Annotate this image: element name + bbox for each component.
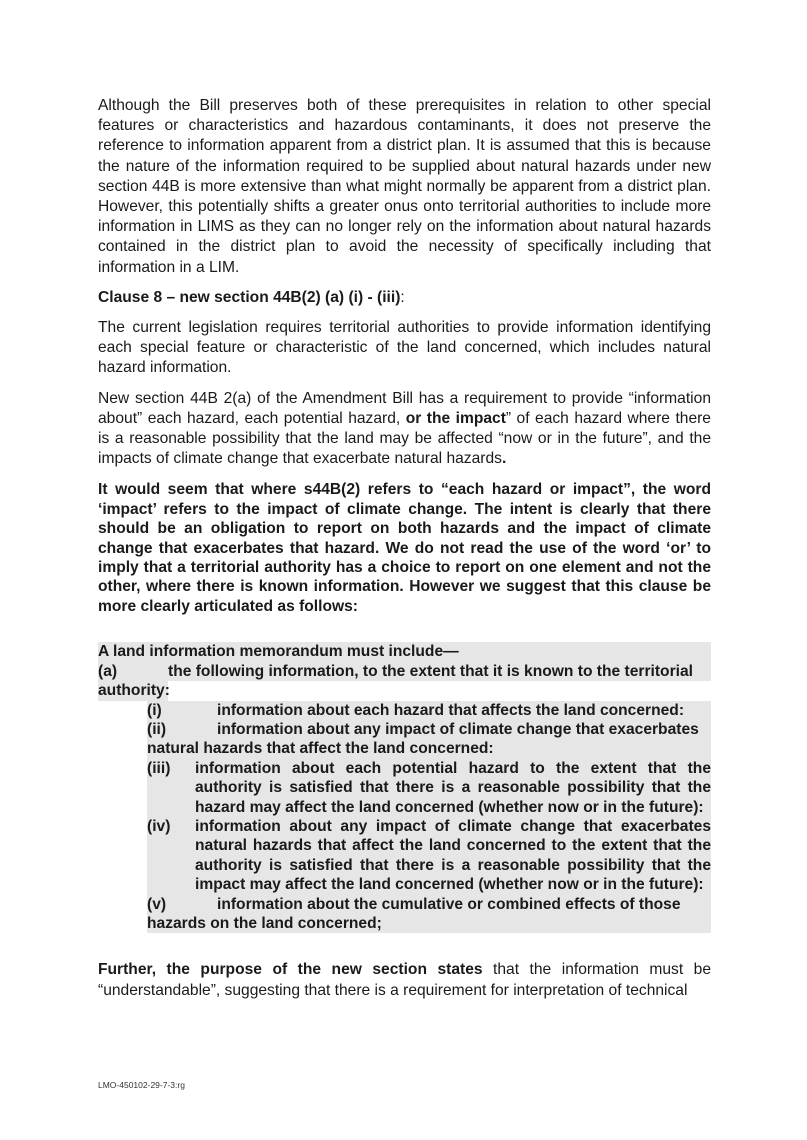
body-paragraph-1: Although the Bill preserves both of these prerequisites in relation to other special features or characteristics and hazardous contaminants, it does not preserve the reference to information apparent from a district plan. It is assumed that this is because the nature of the information required to be supplied about natural hazards under new section 44B is more extensive than what might normally be apparent from a district plan. However, this potentially shifts a greater onus onto territorial authorities to include more information in LIMS as they can no longer rely on the information about natural hazards contained in the district plan to avoid the necessity of specifically including that information in a LIM. [98, 97, 711, 276]
document-page [98, 96, 711, 1001]
subitem-text: information about any impact of climate change that exacerbates natural hazards that affect the land concerned to the extent that the authority is satisfied that there is a reasonable possibility that the impact may affect the land concerned (whether now or in the future): [195, 817, 711, 894]
clause-subitem-iv [147, 817, 711, 895]
clause-subitem-iii [147, 759, 711, 817]
section-heading [98, 288, 711, 308]
subitem-cont: hazards on the land concerned; [147, 914, 382, 932]
footer-reference: LMO-450102-29-7-3:rg [98, 1080, 185, 1090]
clause-subitem-i [147, 701, 711, 720]
para5-bold: Further, the purpose of the new section states [98, 961, 483, 979]
para3-bold: or the impact [405, 409, 506, 427]
para3-period: . [501, 450, 507, 468]
section-heading-colon: : [400, 288, 405, 306]
subitem-label: (iii) [147, 759, 171, 777]
para3-text-c: ” of each hazard where there is a reasonable possibility that the land may be affected “now or in the future”, and the impacts of climate change that exacerbate natural hazards [98, 409, 711, 468]
subitem-label: (i) [147, 701, 162, 719]
clause-item-a-label: (a) [98, 662, 118, 680]
clause-item-a-cont: authority: [98, 682, 170, 700]
section-heading-text: Clause 8 – new section 44B(2) (a) (i) - (iii) [98, 288, 401, 306]
subitem-label: (ii) [147, 720, 167, 738]
clause-item-a-text: the following information, to the extent that it is known to the territorial [168, 662, 693, 680]
clause-title: A land information memorandum must include— [98, 642, 711, 661]
clause-subitem-v [147, 895, 711, 934]
subitem-cont: natural hazards that affect the land concerned: [147, 740, 494, 758]
para5-rest: that the information must be “understandable”, suggesting that there is a requirement for interpretation of technical [98, 961, 711, 999]
subitem-text: information about any impact of climate change that exacerbates [217, 720, 699, 738]
para3-text-a: New section 44B 2(a) of the Amendment Bill has a requirement to provide “information about” each hazard, each potential hazard, [98, 389, 711, 427]
proposed-clause-block [98, 642, 711, 933]
clause-item-a [98, 662, 711, 681]
body-paragraph-3 [98, 389, 711, 470]
body-paragraph-2: The current legislation requires territorial authorities to provide information identifying each special feature or characteristic of the land concerned, which includes natural hazard information. [98, 319, 711, 377]
subitem-text: information about each hazard that affects the land concerned: [217, 701, 685, 719]
subitem-text: information about each potential hazard to the extent that the authority is satisfied that there is a reasonable possibility that the hazard may affect the land concerned (whether now or in the future): [195, 759, 711, 816]
clause-subitem-ii [147, 720, 711, 759]
subitem-label: (iv) [147, 817, 171, 835]
subitem-text: information about the cumulative or combined effects of those [217, 895, 681, 913]
subitem-label: (v) [147, 895, 167, 913]
body-paragraph-4: It would seem that where s44B(2) refers to “each hazard or impact”, the word ‘impact’ refers to the impact of climate change. The intent is clearly that there should be an obligation to report on both hazards and the impact of climate change that exacerbates that hazard. We do not read the use of the word ‘or’ to imply that a territorial authority has a choice to report on one element and not the other, where there is known information. However we suggest that this clause be more clearly articulated as follows: [98, 481, 711, 615]
body-paragraph-5 [98, 960, 711, 1000]
